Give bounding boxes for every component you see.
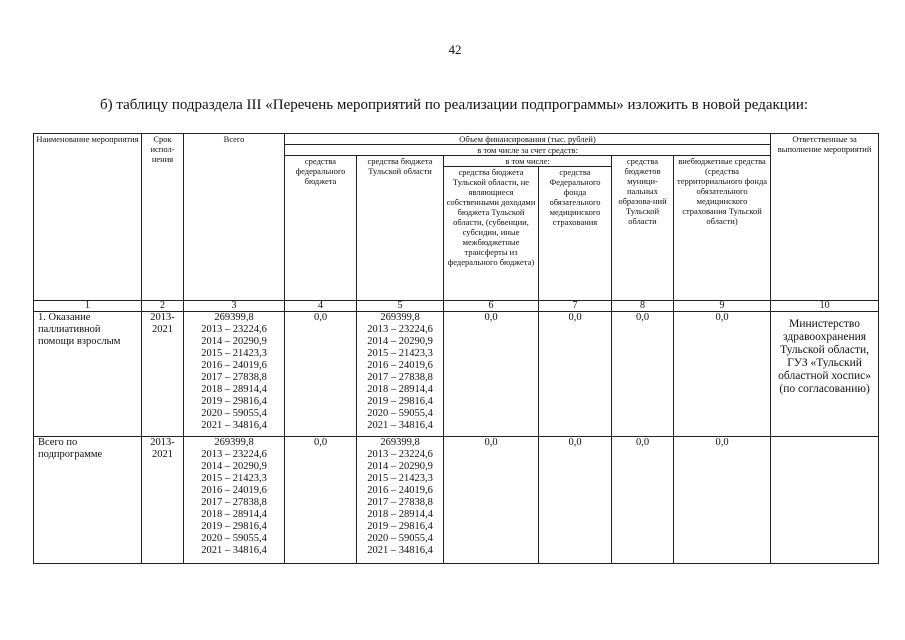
activity-total (184, 437, 285, 564)
responsible-value: Министерство здравоохранения Тульской области, ГУЗ «Тульский областной хоспис» (по согласованию) (771, 312, 879, 437)
column-number: 5 (357, 301, 444, 312)
municipal-value: 0,0 (612, 437, 674, 564)
column-number: 2 (142, 301, 184, 312)
regional-year-value: 2015 – 21423,3 (367, 473, 433, 484)
extrabudget-value: 0,0 (674, 312, 771, 437)
header-including: в том числе: (444, 156, 612, 167)
column-number: 7 (539, 301, 612, 312)
federal-value: 0,0 (285, 312, 357, 437)
section-heading: б) таблицу подраздела III «Перечень мероприятий по реализации подпрограммы» изложить в новой редакции: (100, 97, 809, 113)
header-municipal: средства бюджетов муници-пальных образова-ний Тульской области (612, 156, 674, 301)
total-value: 269399,8 (214, 312, 254, 323)
federal-oms-value: 0,0 (539, 437, 612, 564)
regional-value: 269399,8 (380, 437, 420, 448)
total-year-value: 2020 – 59055,4 (201, 408, 267, 419)
column-numbers-row (34, 301, 879, 312)
federal-oms-value: 0,0 (539, 312, 612, 437)
federal-value: 0,0 (285, 437, 357, 564)
header-funding: Объем финансирования (тыс. рублей) (285, 134, 771, 145)
header-name: Наименование мероприятия (34, 134, 142, 301)
regional-non-transfer-value: 0,0 (444, 437, 539, 564)
header-including-sources: в том числе за счет средств: (285, 145, 771, 156)
total-value: 269399,8 (214, 437, 254, 448)
regional-year-value: 2017 – 27838,8 (367, 497, 433, 508)
regional-year-value: 2021 – 34816,4 (367, 545, 433, 556)
total-year-value: 2015 – 21423,3 (201, 473, 267, 484)
total-year-value: 2017 – 27838,8 (201, 497, 267, 508)
total-year-value: 2013 – 23224,6 (201, 324, 267, 335)
regional-year-value: 2017 – 27838,8 (367, 372, 433, 383)
regional-year-value: 2016 – 24019,6 (367, 360, 433, 371)
regional-year-value: 2014 – 20290,9 (367, 461, 433, 472)
total-year-value: 2021 – 34816,4 (201, 420, 267, 431)
activity-regional (357, 437, 444, 564)
activity-name: 1. Оказание паллиативной помощи взрослым (34, 312, 142, 437)
table-row (34, 312, 879, 437)
total-year-value: 2013 – 23224,6 (201, 449, 267, 460)
regional-year-value: 2021 – 34816,4 (367, 420, 433, 431)
total-year-value: 2018 – 28914,4 (201, 509, 267, 520)
total-year-value: 2016 – 24019,6 (201, 485, 267, 496)
column-number: 6 (444, 301, 539, 312)
regional-year-value: 2016 – 24019,6 (367, 485, 433, 496)
municipal-value: 0,0 (612, 312, 674, 437)
regional-year-value: 2018 – 28914,4 (367, 384, 433, 395)
responsible-value (771, 437, 879, 564)
regional-year-value: 2013 – 23224,6 (367, 449, 433, 460)
header-term: Срок испол-нения (142, 134, 184, 301)
regional-year-value: 2015 – 21423,3 (367, 348, 433, 359)
column-number: 9 (674, 301, 771, 312)
table-row (34, 437, 879, 564)
regional-year-value: 2020 – 59055,4 (367, 533, 433, 544)
header-federal: средства федерального бюджета (285, 156, 357, 301)
activity-name: Всего по подпрограмме (34, 437, 142, 564)
header-regional-non-transfer: средства бюджета Тульской области, не являющиеся собственными доходами бюджета Тульской области, (субвенции, субсидии, иные межбюджетные трансферты из федерального бюджета) (444, 167, 539, 301)
column-number: 8 (612, 301, 674, 312)
total-year-value: 2021 – 34816,4 (201, 545, 267, 556)
header-total: Всего (184, 134, 285, 301)
activity-term: 2013-2021 (142, 437, 184, 564)
total-year-value: 2018 – 28914,4 (201, 384, 267, 395)
total-year-value: 2016 – 24019,6 (201, 360, 267, 371)
header-row-1 (34, 134, 879, 145)
header-federal-oms: средства Федерального фонда обязательного медицинского страхования (539, 167, 612, 301)
header-responsible: Ответственные за выполнение мероприятий (771, 134, 879, 301)
header-regional: средства бюджета Тульской области (357, 156, 444, 301)
activity-regional (357, 312, 444, 437)
total-year-value: 2019 – 29816,4 (201, 396, 267, 407)
column-number: 1 (34, 301, 142, 312)
regional-year-value: 2020 – 59055,4 (367, 408, 433, 419)
total-year-value: 2019 – 29816,4 (201, 521, 267, 532)
activity-total (184, 312, 285, 437)
regional-year-value: 2014 – 20290,9 (367, 336, 433, 347)
column-number: 4 (285, 301, 357, 312)
regional-value: 269399,8 (380, 312, 420, 323)
extrabudget-value: 0,0 (674, 437, 771, 564)
total-year-value: 2017 – 27838,8 (201, 372, 267, 383)
total-year-value: 2014 – 20290,9 (201, 461, 267, 472)
regional-year-value: 2013 – 23224,6 (367, 324, 433, 335)
total-year-value: 2014 – 20290,9 (201, 336, 267, 347)
regional-year-value: 2018 – 28914,4 (367, 509, 433, 520)
page-number: 42 (448, 42, 462, 57)
regional-non-transfer-value: 0,0 (444, 312, 539, 437)
activities-table (33, 133, 879, 564)
column-number: 3 (184, 301, 285, 312)
regional-year-value: 2019 – 29816,4 (367, 521, 433, 532)
activity-term: 2013-2021 (142, 312, 184, 437)
column-number: 10 (771, 301, 879, 312)
total-year-value: 2020 – 59055,4 (201, 533, 267, 544)
header-extrabudget: внебюджетные средства (средства территориального фонда обязательного медицинского страхования Тульской области) (674, 156, 771, 301)
total-year-value: 2015 – 21423,3 (201, 348, 267, 359)
regional-year-value: 2019 – 29816,4 (367, 396, 433, 407)
